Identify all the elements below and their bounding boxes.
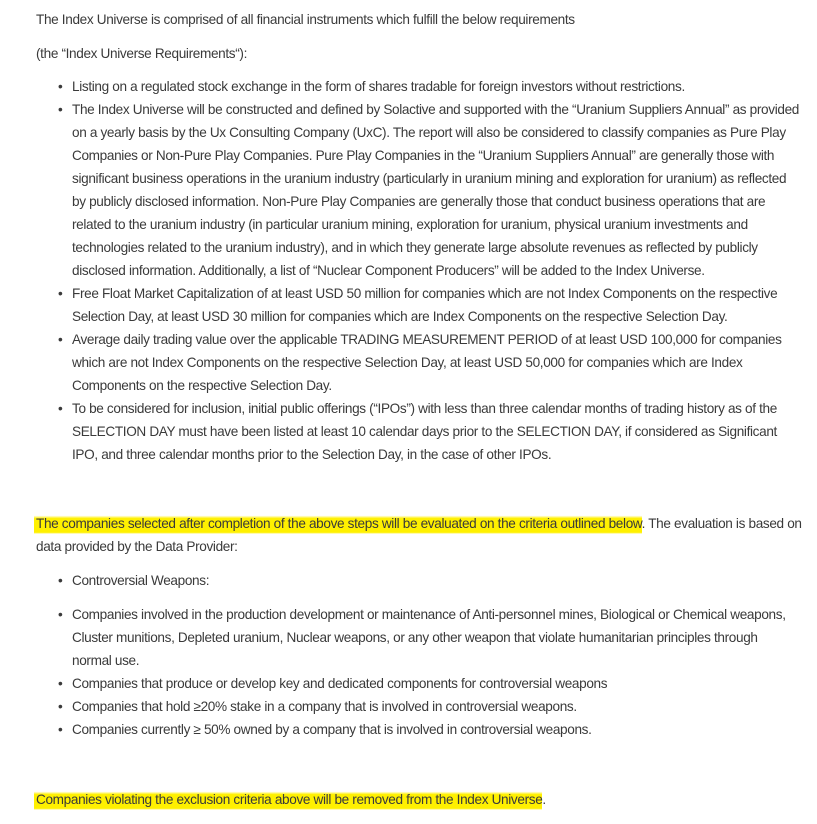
exclusion-item: • Companies currently ≥ 50% owned by a company that is involved in controversial weapons. — [36, 718, 792, 741]
conclusion-paragraph — [36, 788, 806, 811]
exclusion-item: • Companies that hold ≥20% stake in a company that is involved in controversial weapons. — [36, 695, 792, 718]
intro-line-2: (the “Index Universe Requirements“): — [36, 46, 248, 61]
exclusion-item: • Companies that produce or develop key and dedicated components for controversial weapons — [36, 672, 792, 695]
exclusion-list — [36, 569, 806, 741]
requirement-item: • The Index Universe will be constructed and defined by Solactive and supported with the “Uranium Suppliers Annual” as provided on a yearly basis by the Ux Consulting Company (UxC). The report will also be considered to classify companies as Pure Play Companies or Non-Pure Play Companies. Pure Play Companies in the “Uranium Suppliers Annual” are generally those with significant business operations in the uranium industry (particularly in uranium mining and exploration for uranium) as reflected by publicly disclosed information. Non-Pure Play Companies are generally those that conduct business operations that are related to the uranium industry (in particular uranium mining, exploration for uranium, physical uranium investments and technologies related to the uranium industry), and in which they generate large absolute revenues as reflected by publicly disclosed information. Additionally, a list of “Nuclear Component Producers” will be added to the Index Universe. — [36, 98, 802, 282]
exclusion-item: • Controversial Weapons: — [36, 569, 792, 592]
requirement-item: • To be considered for inclusion, initial public offerings (“IPOs”) with less than three calendar months of trading history as of the SELECTION DAY must have been listed at least 10 calendar days prior to the SELECTION DAY, if considered as Significant IPO, and three calendar months prior to the Selection Day, in the case of other IPOs. — [36, 397, 802, 466]
intro-line-1: The Index Universe is comprised of all financial instruments which fulfill the below requirements — [36, 12, 575, 27]
requirement-item: • Average daily trading value over the applicable TRADING MEASUREMENT PERIOD of at least USD 100,000 for companies which are not Index Components on the respective Selection Day, at least USD 50,000 for companies which are Index Components on the respective Selection Day. — [36, 328, 802, 397]
conclusion-rest: . — [542, 792, 546, 807]
exclusion-item: • Companies involved in the production development or maintenance of Anti-personnel mines, Biological or Chemical weapons, Cluster munitions, Depleted uranium, Nuclear weapons, or any other weapon that violate humanitarian principles through normal use. — [36, 603, 792, 672]
evaluation-rest: . The evaluation is based on data provided by the Data Provider: — [36, 516, 802, 554]
evaluation-paragraph — [36, 512, 806, 558]
requirement-item: • Listing on a regulated stock exchange in the form of shares tradable for foreign investors without restrictions. — [36, 75, 802, 98]
evaluation-highlight: The companies selected after completion of the above steps will be evaluated on the criteria outlined below — [34, 514, 642, 534]
conclusion-highlight: Companies violating the exclusion criteria above will be removed from the Index Universe — [34, 790, 542, 810]
requirements-list — [36, 75, 806, 466]
requirement-item: • Free Float Market Capitalization of at least USD 50 million for companies which are not Index Components on the respective Selection Day, at least USD 30 million for companies which are Index Components on the respective Selection Day. — [36, 282, 802, 328]
